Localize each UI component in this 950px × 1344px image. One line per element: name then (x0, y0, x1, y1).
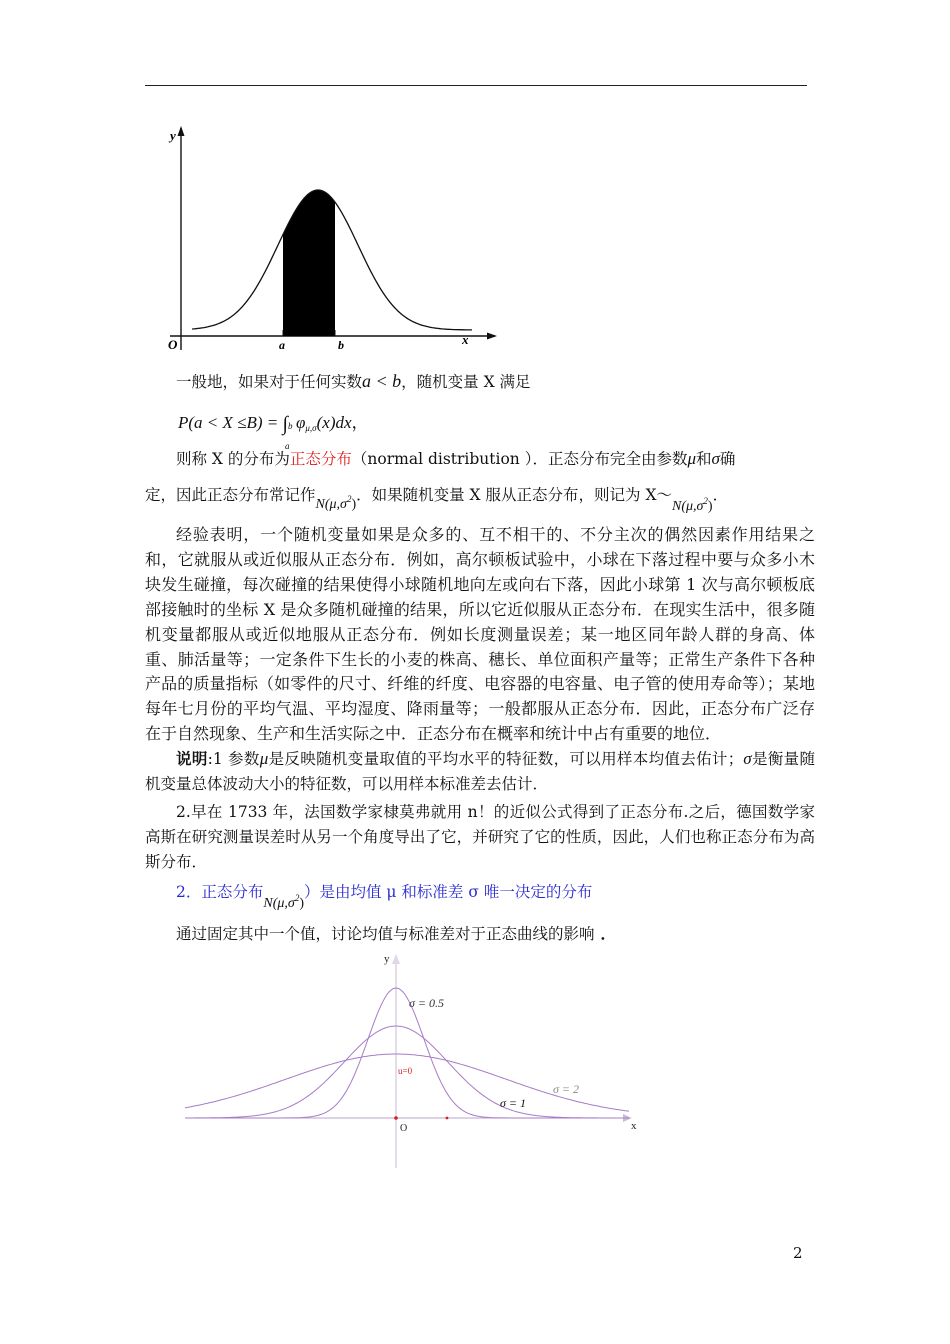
note-text-a: :1 参数 (207, 750, 260, 768)
note-sigma: σ (743, 749, 752, 768)
origin-label: O (400, 1123, 408, 1134)
y-axis-label: y (384, 953, 390, 965)
label-mu: u=0 (398, 1066, 413, 1076)
formula-rhs: (x)dx (316, 413, 352, 432)
notation-math-2-sup: 2 (703, 496, 708, 506)
heading-math (263, 893, 304, 911)
sigma-symbol: σ (711, 449, 720, 468)
discussion-text: 通过固定其中一个值，讨论均值与标准差对于正态曲线的影响 (176, 925, 595, 943)
page-number: 2 (793, 1244, 803, 1262)
heading-math-body: N(μ,σ (263, 896, 295, 911)
label-sigma-2: σ = 2 (553, 1082, 580, 1096)
y-arrow (178, 126, 185, 136)
note-text-b: 是反映随机变量取值的平均水平的特征数，可以用样本均值去佑计； (268, 750, 744, 768)
notation-math-1-body: N(μ,σ (315, 497, 347, 512)
note-mu: μ (259, 749, 269, 768)
note-paragraph (145, 747, 815, 797)
experience-paragraph: 经验表明，一个随机变量如果是众多的、互不相干的、不分主次的偶然因素作用结果之和，它就服从或近似服从正态分布．例如，高尔顿板试验中，小球在下落过程中要与众多小木块发生碰撞，每次碰撞的结果使得小球随机地向左或向右下落，因此小球第 1 次与高尔顿板底部接触时的坐标 X 是众多随机碰撞的结果，所以它近似服从正态分布．在现实生活中，很多随机变量都服从或近似地服从正态分布．例如长度测量误差；某一地区同年龄人群的身高、体重、肺活量等；一定条件下生长的小麦的株高、穗长、单位面积产量等；正常生产条件下各种产品的质量指标（如零件的尺寸、纤维的纤度、电容器的电容量、电子管的使用寿命等）；某地每年七月份的平均气温、平均湿度、降雨量等；一般都服从正态分布．因此，正态分布广泛存在于自然现象、生产和生活实际之中．正态分布在概率和统计中占有重要的地位． (145, 525, 815, 744)
notation-math-2-body: N(μ,σ (671, 499, 704, 514)
def-text-b: （normal distribution ）．正态分布完全由参数 (351, 450, 688, 468)
origin-dot (394, 1116, 398, 1120)
x-axis-label: x (462, 332, 469, 347)
b-label: b (338, 338, 344, 352)
header-rule (145, 85, 807, 86)
notation-end: ． (712, 486, 729, 504)
def-text-a: 则称 X 的分布为 (176, 450, 290, 468)
y-arrow (392, 954, 400, 964)
definition-line (176, 449, 735, 469)
probability-formula (178, 412, 369, 451)
upper-limit: b (287, 421, 293, 431)
notation-text-a: 定，因此正态分布常记作 (145, 486, 316, 504)
note-text-c: 是衡量随机变量总体波动大小的特征数，可以用样本标准差去估计． (145, 750, 815, 793)
shaded-area (283, 190, 335, 336)
label-sigma-1: σ = 1 (500, 1096, 527, 1110)
mu-symbol: μ (687, 449, 697, 468)
def-text-c: 和 (696, 450, 712, 468)
intro-prefix: 一般地，如果对于任何实数 (176, 373, 363, 391)
figure-shaded-normal-curve (160, 120, 505, 360)
heading-math-close: ) (299, 896, 304, 911)
x-arrow (487, 333, 497, 340)
y-axis-label: y (170, 128, 176, 143)
intro-suffix: ，随机变量 X 满足 (401, 373, 531, 391)
a-label: a (279, 338, 285, 352)
discussion-line (176, 924, 616, 944)
formula-lhs: P(a < X ≤B) = (178, 413, 283, 432)
notation-math-1-close: ) (351, 497, 357, 512)
figure-normal-curves-comparison (175, 948, 645, 1173)
heading-text-b: ）是由均值 μ 和标准差 σ 唯一决定的分布 (303, 883, 593, 901)
formula-tail: ， (351, 413, 369, 432)
def-text-d: 确 (719, 450, 736, 468)
curve-sigma-0-5 (185, 988, 629, 1118)
heading-math-sup: 2 (294, 893, 300, 903)
note-label: 说明 (176, 749, 208, 768)
section-heading (176, 873, 592, 909)
integral-sign: ∫ (282, 413, 288, 435)
phi-subscript: μ,σ (305, 423, 317, 433)
tick-dot-right (446, 1117, 449, 1120)
phi-symbol: φ (295, 413, 306, 432)
label-sigma-0-5: σ = 0.5 (409, 996, 445, 1010)
intro-line (176, 371, 531, 392)
notation-math-1-sup: 2 (346, 494, 352, 504)
notation-math-2 (671, 496, 713, 514)
notation-text-b: ．如果随机变量 X 服从正态分布，则记为 X～ (356, 486, 672, 504)
history-paragraph: 2.早在 1733 年，法国数学家棣莫弗就用 n！的近似公式得到了正态分布.之后，德国数学家高斯在研究测量误差时从另一个角度导出了它，并研究了它的性质，因此，人们也称正态分布为高斯分布． (145, 803, 815, 871)
discussion-end: ． (600, 924, 617, 943)
notation-math-2-close: ) (707, 499, 713, 514)
x-axis-label: x (631, 1120, 637, 1132)
heading-text-a: 2．正态分布 (176, 883, 264, 901)
origin-label: O (168, 337, 178, 352)
notation-math-1 (315, 494, 357, 512)
notation-line (145, 476, 728, 512)
normal-distribution-term: 正态分布 (289, 450, 352, 468)
lower-limit: a (284, 441, 290, 451)
intro-math: a < b (362, 371, 402, 391)
